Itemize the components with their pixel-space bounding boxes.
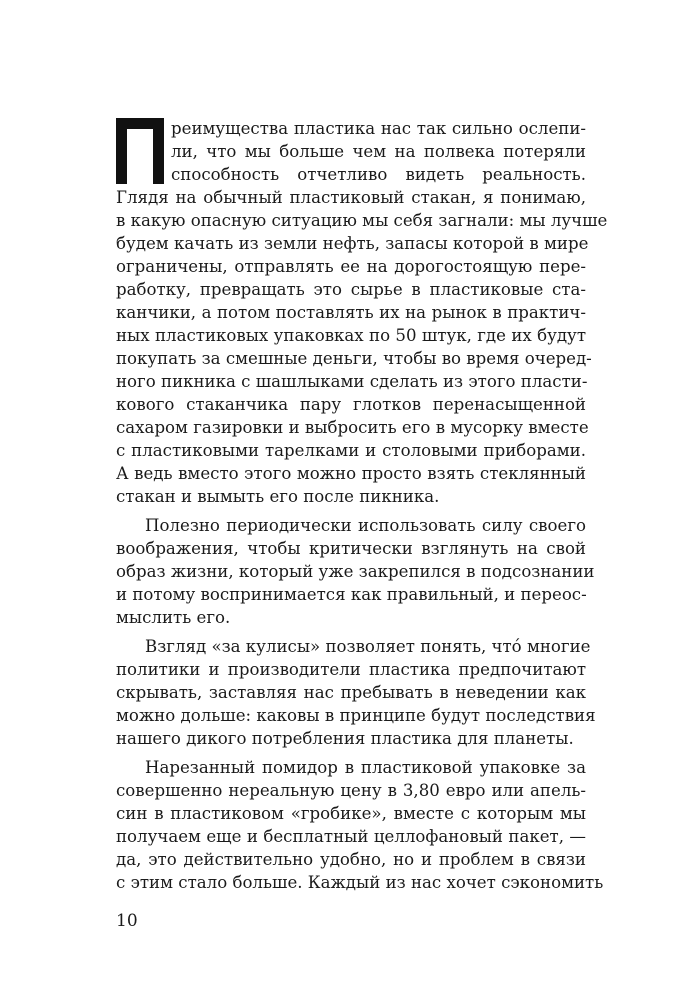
text-line: нашего дикого потребления пластика для планеты. (116, 729, 574, 748)
text-line: реимущества пластика нас так сильно ослепи- (171, 119, 586, 138)
text-line: скрывать, заставляя нас пребывать в неведении как (116, 683, 586, 702)
text-line: и потому воспринимается как правильный, и переос- (116, 585, 587, 604)
text-line: стакан и вымыть его после пикника. (116, 487, 440, 506)
text-line: с этим стало больше. Каждый из нас хочет сэкономить (116, 873, 604, 892)
text-line: можно дольше: каковы в принципе будут последствия (116, 706, 596, 725)
text-line: сахаром газировки и выбросить его в мусорку вместе (116, 418, 589, 437)
text-line: А ведь вместо этого можно просто взять стеклянный (116, 464, 586, 483)
text-line: покупать за смешные деньги, чтобы во время очеред- (116, 349, 592, 368)
text-line: мыслить его. (116, 608, 231, 627)
text-line: да, это действительно удобно, но и проблем в связи (116, 850, 586, 869)
text-line: воображения, чтобы критически взглянуть на свой (116, 539, 586, 558)
text-line: будем качать из земли нефть, запасы которой в мире (116, 234, 589, 253)
text-line: ограничены, отправлять ее на дорогостоящую пере- (116, 257, 586, 276)
text-line: ного пикника с шашлыками сделать из этого пласти- (116, 372, 588, 391)
text-line: в какую опасную ситуацию мы себя загнали: мы лучше (116, 211, 608, 230)
text-line: канчики, а потом поставлять их на рынок в практич- (116, 303, 586, 322)
text-line: Полезно периодически использовать силу своего (145, 516, 586, 535)
text-line: образ жизни, который уже закрепился в подсознании (116, 562, 595, 581)
text-line: кового стаканчика пару глотков перенасыщенной (116, 395, 586, 414)
text-line: работку, превращать это сырье в пластиковые ста- (116, 280, 586, 299)
text-line: Взгляд «за кулисы» позволяет понять, чтó многие (145, 637, 591, 656)
drop-cap-letter (116, 118, 164, 184)
text-line: ли, что мы больше чем на полвека потеряли (171, 142, 586, 161)
text-line: син в пластиковом «гробике», вместе с которым мы (116, 804, 586, 823)
page-number: 10 (116, 911, 138, 931)
text-line: с пластиковыми тарелками и столовыми приборами. (116, 441, 586, 460)
text-line: способность отчетливо видеть реальность. (171, 165, 586, 184)
text-line: ных пластиковых упаковках по 50 штук, где их будут (116, 326, 586, 345)
text-line: Глядя на обычный пластиковый стакан, я понимаю, (116, 188, 586, 207)
text-line: совершенно нереальную цену в 3,80 евро или апель- (116, 781, 586, 800)
text-line: политики и производители пластика предпочитают (116, 660, 586, 679)
text-line: Нарезанный помидор в пластиковой упаковке за (145, 758, 586, 777)
text-line: получаем еще и бесплатный целлофановый пакет, — (116, 827, 586, 846)
